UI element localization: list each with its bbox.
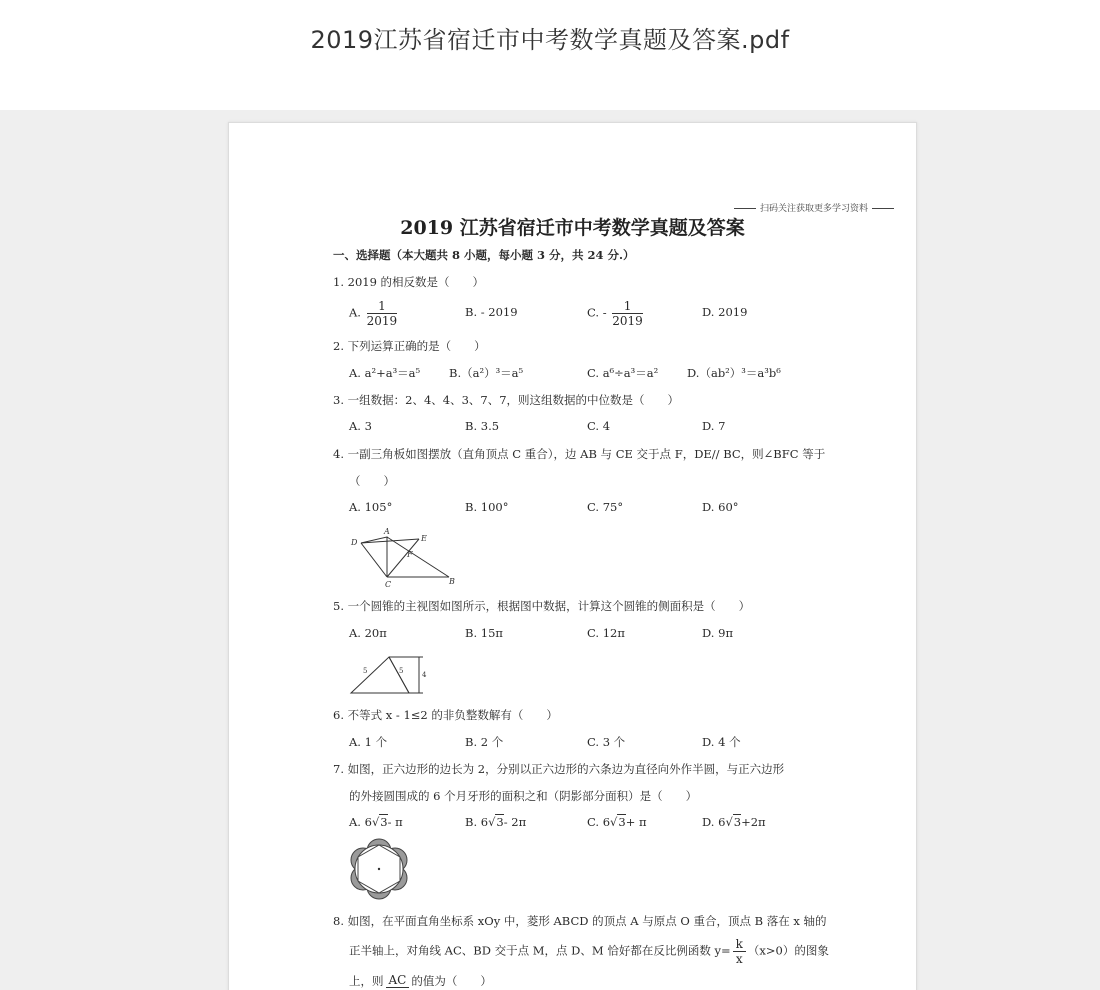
q7-option-a: A. 6√3- π [349, 815, 403, 829]
question-6: 6. 不等式 x - 1≤2 的非负整数解有（ ） [333, 708, 558, 722]
q4-label-a: A [384, 527, 390, 536]
q4-triangle-figure [347, 527, 459, 587]
q5-label-slant-left: 5 [363, 667, 368, 675]
q4-label-d: D [351, 538, 358, 547]
q4-label-b: B [449, 577, 455, 586]
q2-option-d: D.（ab²）³＝a³b⁶ [687, 366, 781, 380]
q5-option-a: A. 20π [349, 626, 387, 640]
q6-option-c: C. 3 个 [587, 735, 626, 749]
q7-option-b: B. 6√3- 2π [465, 815, 527, 829]
q4-option-a: A. 105° [349, 500, 393, 514]
q4-option-b: B. 100° [465, 500, 509, 514]
q5-cone-figure [347, 653, 435, 699]
q7-option-c: C. 6√3+ π [587, 815, 647, 829]
q3-option-b: B. 3.5 [465, 419, 500, 433]
q2-option-a: A. a²+a³＝a⁵ [349, 366, 421, 380]
q2-option-c: C. a⁶÷a³＝a² [587, 366, 659, 380]
question-4-cont: （ ） [349, 474, 395, 488]
question-1: 1. 2019 的相反数是（ ） [333, 275, 485, 289]
q4-label-e: E [421, 534, 427, 543]
q4-option-d: D. 60° [702, 500, 739, 514]
section-heading: 一、选择题（本大题共 8 小题，每小题 3 分，共 24 分.） [333, 248, 635, 262]
q6-option-d: D. 4 个 [702, 735, 741, 749]
q5-option-c: C. 12π [587, 626, 625, 640]
title-bar [0, 0, 1100, 110]
q7-option-d: D. 6√3+2π [702, 815, 766, 829]
q3-option-d: D. 7 [702, 419, 726, 433]
q1-option-a: A. $\frac{1}{2019}$ [349, 299, 398, 328]
pdf-page [228, 122, 917, 990]
q4-label-f: F [407, 550, 413, 559]
header-note: 扫码关注获取更多学习资料 [730, 201, 898, 214]
q3-option-a: A. 3 [349, 419, 372, 433]
q1-option-b: B. - 2019 [465, 305, 518, 319]
q5-label-slant-right: 5 [399, 667, 404, 675]
q2-option-b: B.（a²）³＝a⁵ [449, 366, 524, 380]
q1-option-d: D. 2019 [702, 305, 748, 319]
q5-label-height: 4 [422, 671, 427, 679]
q4-label-c: C [385, 580, 392, 587]
q5-option-d: D. 9π [702, 626, 733, 640]
question-7: 7. 如图，正六边形的边长为 2，分别以正六边形的六条边为直径向外作半圆，与正六边形 [333, 762, 785, 776]
document-title: 2019江苏省宿迁市中考数学真题及答案.pdf [310, 26, 790, 54]
q5-option-b: B. 15π [465, 626, 503, 640]
question-5: 5. 一个圆锥的主视图如图所示，根据图中数据，计算这个圆锥的侧面积是（ ） [333, 599, 751, 613]
pdf-viewer[interactable] [0, 110, 1100, 990]
q4-option-c: C. 75° [587, 500, 624, 514]
q6-option-a: A. 1 个 [349, 735, 388, 749]
question-8: 8. 如图，在平面直角坐标系 xOy 中，菱形 ABCD 的顶点 A 与原点 O 重合，顶点 B 落在 x 轴的 [333, 914, 827, 928]
q6-option-b: B. 2 个 [465, 735, 504, 749]
question-7-cont: 的外接圆围成的 6 个月牙形的面积之和（阴影部分面积）是（ ） [349, 789, 698, 803]
question-8-cont2: 上，则 AC 的值为（ ） [349, 973, 492, 988]
q3-option-c: C. 4 [587, 419, 611, 433]
q7-hexagon-figure [347, 837, 411, 901]
q1-option-c: C. - $\frac{1}{2019}$ [587, 299, 643, 328]
paper-title: 2019 江苏省宿迁市中考数学真题及答案 [400, 217, 745, 239]
question-4: 4. 一副三角板如图摆放（直角顶点 C 重合），边 AB 与 CE 交于点 F，DE// BC，则∠BFC 等于 [333, 447, 826, 461]
question-2: 2. 下列运算正确的是（ ） [333, 339, 486, 353]
question-8-cont: 正半轴上，对角线 AC、BD 交于点 M，点 D、M 恰好都在反比例函数 y= $\frac{k}{x}$ （x>0）的图象 [349, 937, 829, 966]
question-3: 3. 一组数据：2、4、4、3、7、7，则这组数据的中位数是（ ） [333, 393, 680, 407]
